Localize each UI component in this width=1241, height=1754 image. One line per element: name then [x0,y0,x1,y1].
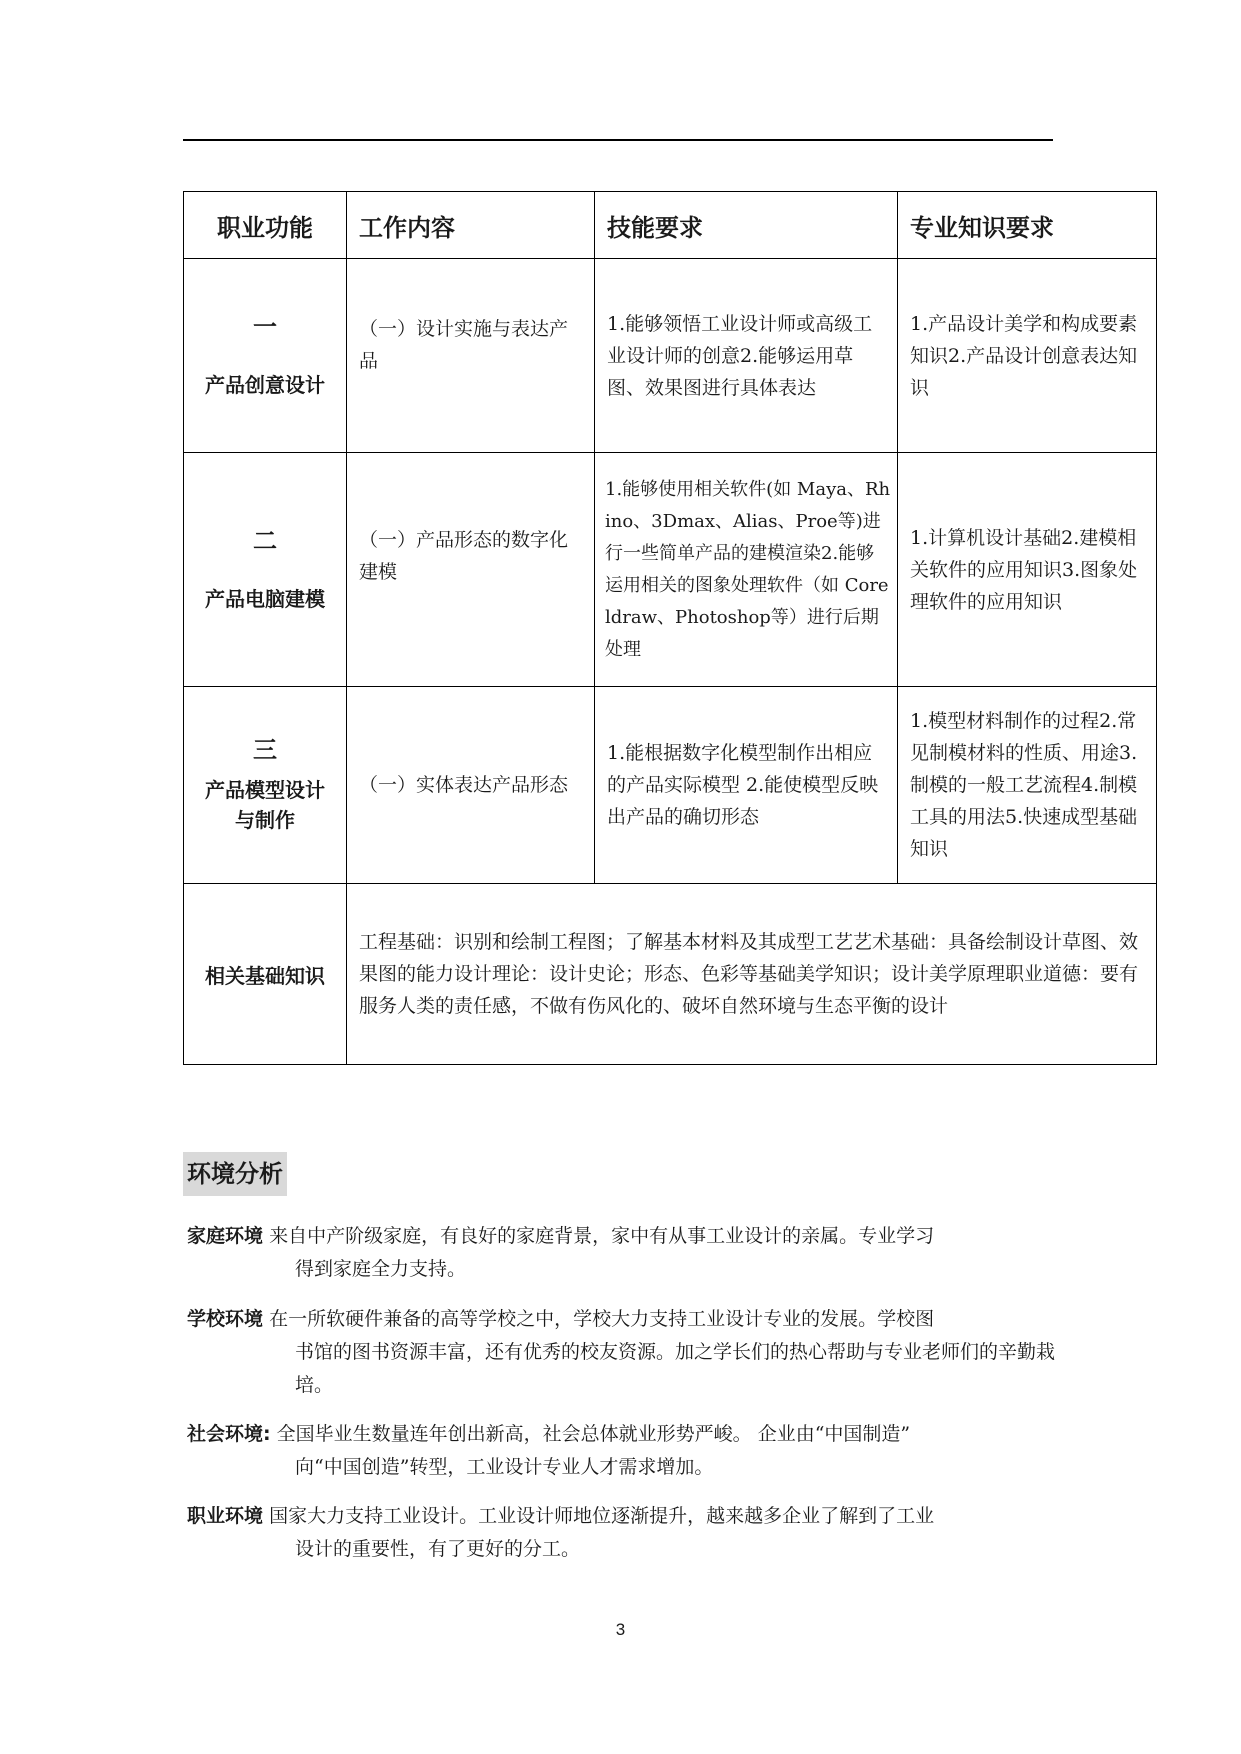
header-rule [183,139,1053,141]
function-name: 产品创意设计 [205,372,325,397]
header-knowledge: 专业知识要求 [898,192,1157,259]
table-row [184,453,1157,687]
env-item-family [187,1220,1057,1286]
content-cell [347,453,595,687]
related-knowledge-label: 相关基础知识 [184,884,347,1065]
env-text-first: 国家大力支持工业设计。工业设计师地位逐渐提升，越来越多企业了解到了工业 [269,1505,935,1527]
env-item-career [187,1500,1057,1566]
knowledge-text: 1.模型材料制作的过程2.常见制模材料的性质、用途3.制模的一般工艺流程4.制模工具的用法5.快速成型基础知识 [910,710,1138,860]
related-knowledge-cell [347,884,1157,1065]
table-header-row [184,192,1157,259]
env-text-first: 全国毕业生数量连年创出新高，社会总体就业形势严峻。 企业由“中国制造” [276,1423,911,1445]
skills-text: 1.能够使用相关软件(如 Maya、Rhino、3Dmax、Alias、Proe等)进行一些简单产品的建模渲染2.能够运用相关的图象处理软件（如 Coreldraw、Photoshop等）进行后期处理 [605,478,891,660]
header-content: 工作内容 [347,192,595,259]
env-text-rest: 书馆的图书资源丰富，还有优秀的校友资源。加之学长们的热心帮助与专业老师们的辛勤栽培。 [295,1341,1056,1396]
env-text-first: 在一所软硬件兼备的高等学校之中，学校大力支持工业设计专业的发展。学校图 [269,1308,935,1330]
knowledge-text: 1.计算机设计基础2.建模相关软件的应用知识3.图象处理软件的应用知识 [910,526,1138,613]
function-cell [184,259,347,453]
skills-cell [595,687,898,884]
function-cell [184,453,347,687]
function-cell [184,687,347,884]
function-name: 产品电脑建模 [205,586,325,611]
career-requirements-table [183,191,1157,1065]
knowledge-cell [898,687,1157,884]
knowledge-cell [898,453,1157,687]
function-name: 产品模型设计与制作 [205,778,325,832]
env-text-rest: 得到家庭全力支持。 [295,1258,467,1280]
content-cell [347,687,595,884]
content-text: （一）设计实施与表达产品 [359,317,569,372]
content-cell [347,259,595,453]
knowledge-cell [898,259,1157,453]
section-title-environment: 环境分析 [183,1152,287,1196]
env-label: 家庭环境 [187,1225,264,1247]
env-label: 社会环境: [187,1423,271,1445]
related-knowledge-text: 工程基础：识别和绘制工程图；了解基本材料及其成型工艺艺术基础：具备绘制设计草图、效果图的能力设计理论：设计史论；形态、色彩等基础美学知识；设计美学原理职业道德：要有服务人类的责任感，不做有伤风化的、破坏自然环境与生态平衡的设计 [359,931,1139,1017]
env-item-school [187,1303,1057,1402]
skills-cell [595,259,898,453]
function-number: 一 [253,312,277,341]
table-row [184,687,1157,884]
skills-cell [595,453,898,687]
content-text: （一）产品形态的数字化建模 [359,528,569,583]
page-number: 3 [615,1620,626,1639]
header-skills: 技能要求 [595,192,898,259]
env-label: 职业环境 [187,1505,264,1527]
function-number: 三 [253,736,277,764]
env-item-society [187,1418,1057,1484]
knowledge-text: 1.产品设计美学和构成要素知识2.产品设计创意表达知识 [910,312,1138,399]
table-row [184,259,1157,453]
skills-text: 1.能够领悟工业设计师或高级工业设计师的创意2.能够运用草图、效果图进行具体表达 [607,312,873,399]
content-text: （一）实体表达产品形态 [359,774,569,796]
env-text-first: 来自中产阶级家庭，有良好的家庭背景，家中有从事工业设计的亲属。专业学习 [269,1225,935,1247]
env-label: 学校环境 [187,1308,264,1330]
header-function: 职业功能 [184,192,347,259]
skills-text: 1.能根据数字化模型制作出相应的产品实际模型 2.能使模型反映出产品的确切形态 [607,742,879,828]
table-row-related [184,884,1157,1065]
function-number: 二 [253,526,277,555]
env-text-rest: 设计的重要性，有了更好的分工。 [295,1538,581,1560]
env-text-rest: 向“中国创造”转型，工业设计专业人才需求增加。 [295,1456,714,1478]
